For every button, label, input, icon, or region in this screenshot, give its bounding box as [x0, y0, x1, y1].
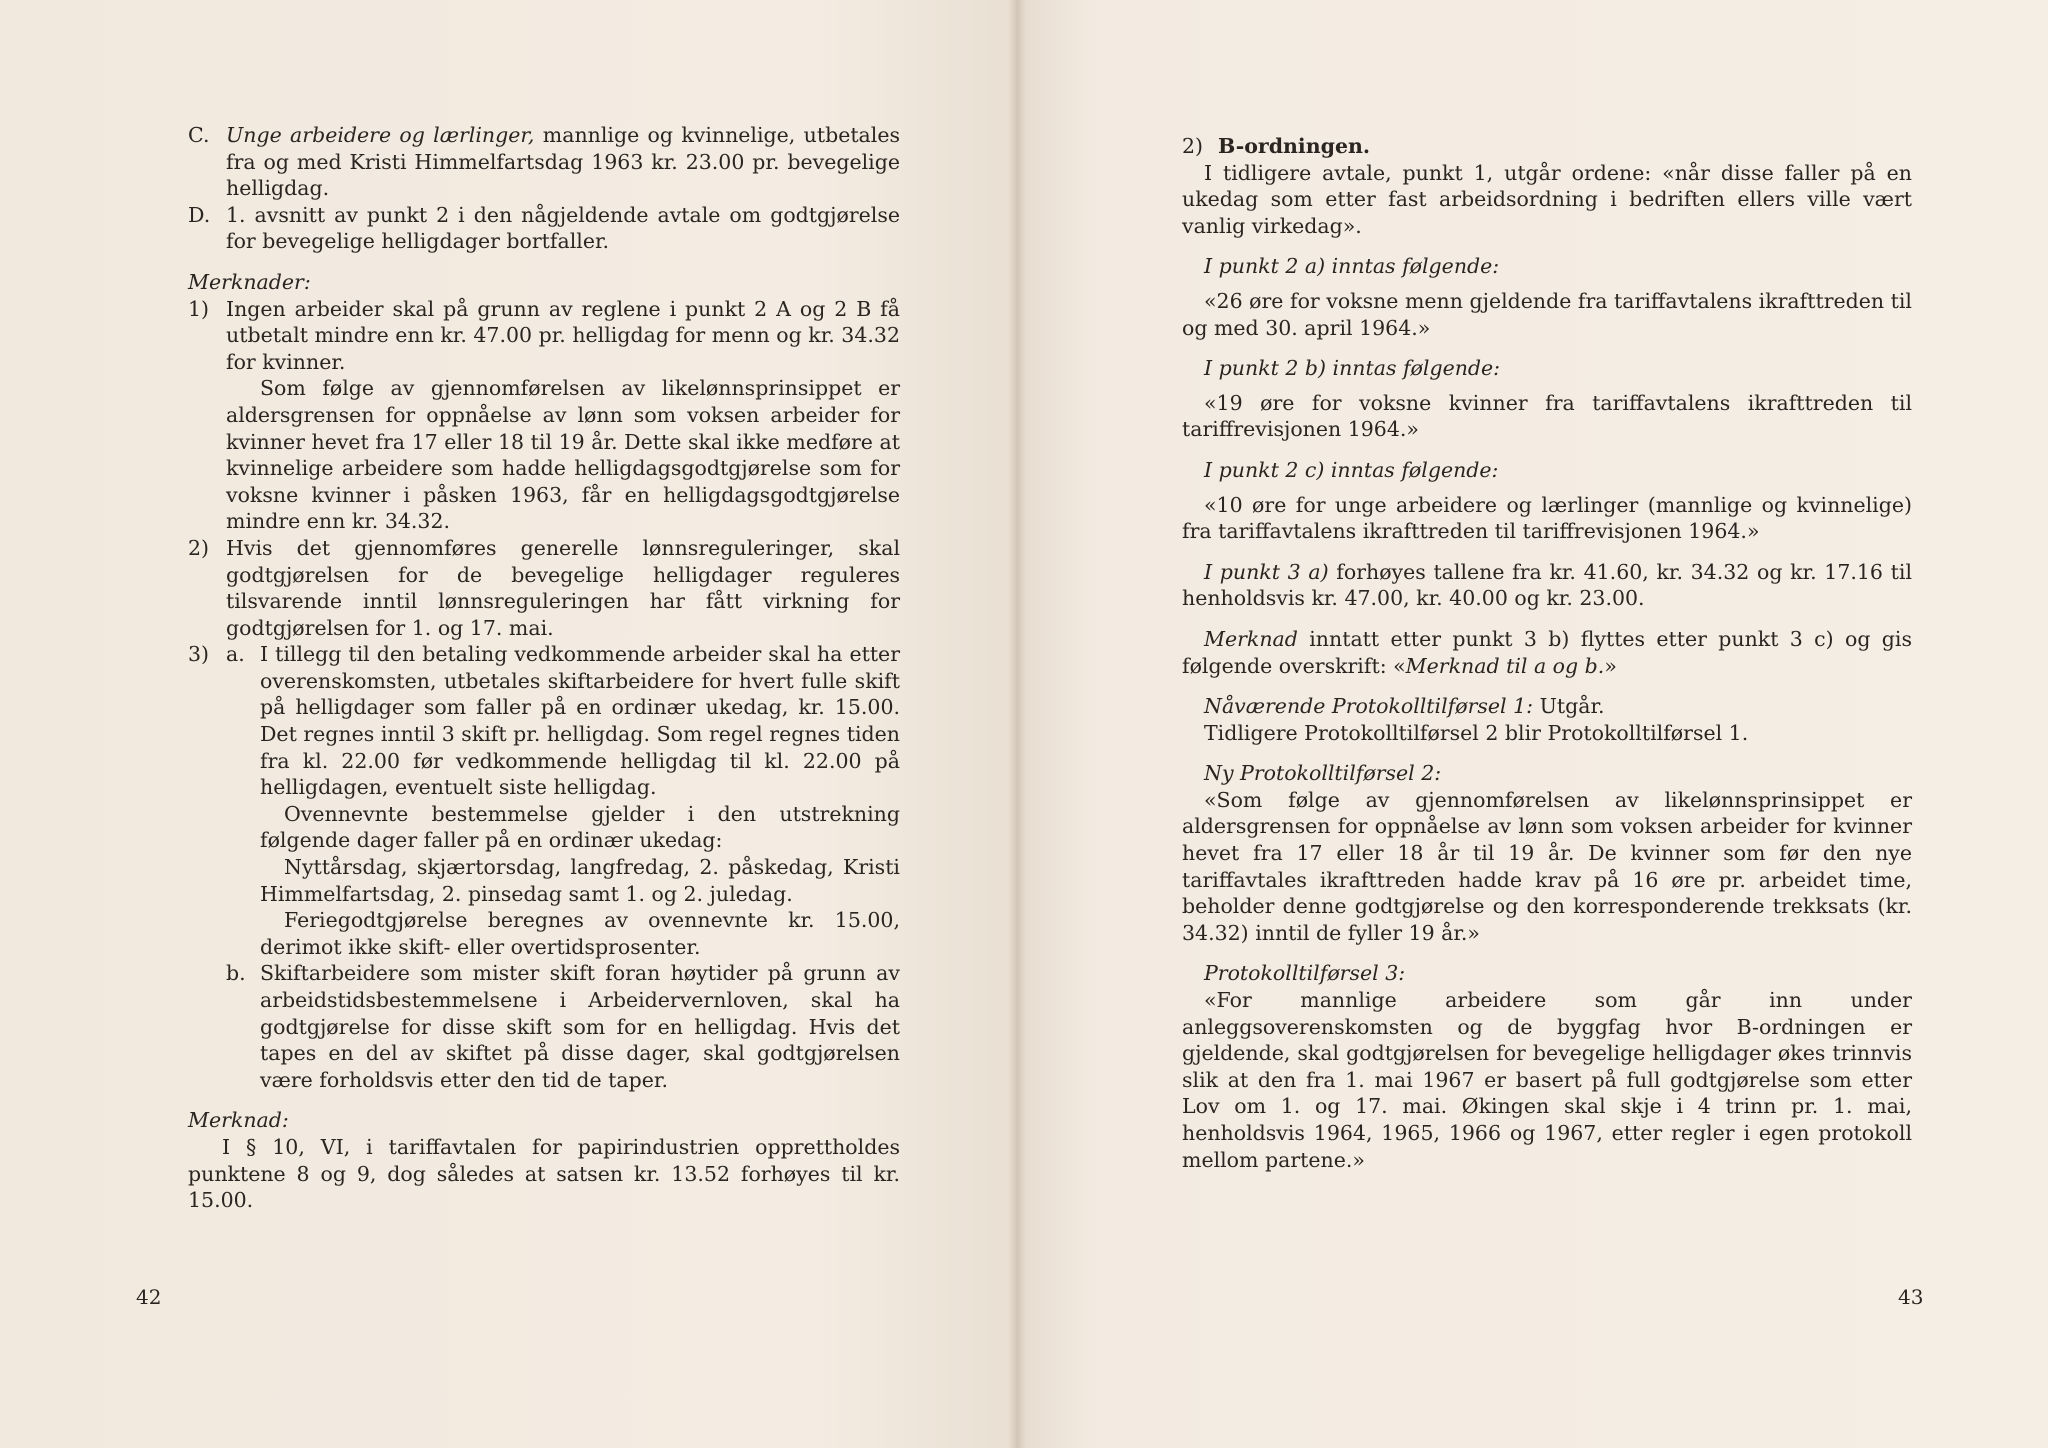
section-c-text: mannlige og kvinnelige, utbetales fra og med Kristi Himmelfartsdag 1963 kr. 23.00 pr. bevegelige helligdag. [226, 123, 900, 201]
note-3a-paragraph-4: Feriegodtgjørelse beregnes av ovennevnte kr. 15.00, derimot ikke skift- eller overtidsprosenter. [260, 908, 900, 959]
protokoll-3-text: «For mannlige arbeidere som går inn under anleggsoverenskomsten og de byggfag hvor B-ordningen er gjeldende, skal godtgjørelsen for bevegelige helligdager økes trinnvis slik at den fra 1. mai 1967 er basert på full godtgjørelse som etter Lov om 1. og 17. mai. Økingen skal skje i 4 trinn pr. 1. mai, henholdsvis 1964, 1965, 1966 og 1967, etter regler i egen protokoll mellom partene.» [1182, 988, 1912, 1172]
merknader-heading: Merknader: [188, 269, 311, 294]
section-d [188, 202, 900, 255]
note-3a-label: a. [226, 642, 245, 667]
right-page-text [1182, 133, 1912, 1173]
merknad-move [1182, 626, 1912, 679]
protokoll-3-heading: Protokolltilførsel 3: [1204, 961, 1406, 986]
merknad-move-italic: Merknad [1204, 626, 1298, 651]
note-2-text: Hvis det gjennomføres generelle lønnsreguleringer, skal godtgjørelsen for de bevegelige helligdager reguleres tilsvarende inntil lønnsreguleringen har fått virkning for godtgjørelsen for 1. og 17. mai. [226, 535, 900, 640]
page-number-right: 43 [1898, 1285, 1924, 1309]
right-page [1016, 0, 2048, 1448]
note-1-paragraph-2: Som følge av gjennomførelsen av likelønnsprinsippet er aldersgrensen for oppnåelse av lønn som voksen arbeider for kvinner hevet fra 17 eller 18 til 19 år. Dette skal ikke medføre at kvinnelige arbeidere som hadde helligdagsgodtgjørelse som for voksne kvinner i påsken 1963, får en helligdagsgodtgjørelse mindre enn kr. 34.32. [226, 376, 900, 534]
b-ordningen-label: 2) [1182, 134, 1204, 158]
b-ordningen-title: B-ordningen. [1218, 134, 1371, 158]
naavaerende-protokoll [1182, 693, 1912, 720]
left-page-text [188, 122, 900, 1214]
punkt-2c-text: «10 øre for unge arbeidere og lærlinger (mannlige og kvinnelige) fra tariffavtalens ikrafttreden til tariffrevisjonen 1964.» [1182, 492, 1912, 544]
merknad-move-text-2: » [1604, 653, 1617, 678]
punkt-3a [1182, 559, 1912, 612]
section-c-italic: Unge arbeidere og lærlinger, [226, 123, 535, 147]
merknad-move-text-1: inntatt etter punkt 3 b) flyttes etter punkt 3 c) og gis følgende overskrift: « [1182, 626, 1912, 678]
punkt-2b-heading: I punkt 2 b) inntas følgende: [1204, 356, 1501, 381]
note-1 [188, 296, 900, 376]
naavaerende-protokoll-text: Utgår. [1539, 694, 1605, 719]
punkt-2a-heading: I punkt 2 a) inntas følgende: [1204, 254, 1500, 279]
note-2 [188, 535, 900, 641]
punkt-2b-text: «19 øre for voksne kvinner fra tariffavtalens ikrafttreden til tariffrevisjonen 1964.» [1182, 390, 1912, 442]
merknad-move-italic-2: Merknad til a og b. [1405, 653, 1605, 678]
punkt-3a-text: forhøyes tallene fra kr. 41.60, kr. 34.32 og kr. 17.16 til henholdsvis kr. 47.00, kr. 40.00 og kr. 23.00. [1182, 559, 1912, 611]
section-d-label: D. [188, 202, 211, 227]
note-3a-text: I tillegg til den betaling vedkommende arbeider skal ha etter overenskomsten, utbetales skiftarbeidere for hvert fulle skift på helligdager som faller på en ordinær ukedag, kr. 15.00. Det regnes inntil 3 skift pr. helligdag. Som regel regnes tiden fra kl. 22.00 før vedkommende helligdag til kl. 22.00 på helligdagen, eventuelt siste helligdag. [260, 642, 900, 800]
merknad-heading: Merknad: [188, 1108, 289, 1133]
naavaerende-protokoll-italic: Nåværende Protokolltilførsel 1: [1204, 694, 1534, 719]
ny-protokoll-2-heading: Ny Protokolltilførsel 2: [1204, 761, 1442, 786]
merknad-text: I § 10, VI, i tariffavtalen for papirindustrien opprettholdes punktene 8 og 9, dog således at satsen kr. 13.52 forhøyes til kr. 15.00. [188, 1134, 900, 1213]
punkt-3a-italic: I punkt 3 a) [1204, 559, 1329, 584]
note-3a [188, 641, 900, 801]
note-3-label: 3) [188, 642, 210, 667]
note-2-label: 2) [188, 535, 210, 560]
note-3b [188, 960, 900, 1093]
left-page [0, 0, 1016, 1448]
note-3a-paragraph-3: Nyttårsdag, skjærtorsdag, langfredag, 2. påskedag, Kristi Himmelfartsdag, 2. pinsedag samt 1. og 2. juledag. [260, 855, 900, 906]
section-d-text: 1. avsnitt av punkt 2 i den någjeldende avtale om godtgjørelse for bevegelige helligdager bortfaller. [226, 202, 900, 254]
section-c [188, 122, 900, 202]
note-3a-paragraph-2: Ovennevnte bestemmelse gjelder i den utstrekning følgende dager faller på en ordinær ukedag: [260, 801, 900, 853]
punkt-2c-heading: I punkt 2 c) inntas følgende: [1204, 457, 1499, 482]
b-ordningen-heading [1182, 133, 1912, 160]
note-3b-label: b. [226, 961, 246, 986]
book-gutter [1008, 0, 1026, 1448]
note-1-label: 1) [188, 296, 210, 321]
tidligere-protokoll: Tidligere Protokolltilførsel 2 blir Protokolltilførsel 1. [1204, 720, 1749, 745]
page-number-left: 42 [136, 1285, 162, 1309]
section-c-label: C. [188, 123, 210, 147]
b-ordningen-paragraph: I tidligere avtale, punkt 1, utgår ordene: «når disse faller på en ukedag som etter fast arbeidsordning i bedriften ellers ville vært vanlig virkedag». [1182, 160, 1912, 238]
ny-protokoll-2-text: «Som følge av gjennomførelsen av likelønnsprinsippet er aldersgrensen for oppnåelse av lønn som voksen arbeider for kvinner hevet fra 17 eller 18 år til 19 år. De kvinner som før den nye tariffavtales ikrafttreden hadde krav på 16 øre pr. arbeidet time, beholder denne godtgjørelse og den korresponderende trekksats (kr. 34.32) inntil de fyller 19 år.» [1182, 787, 1912, 945]
punkt-2a-text: «26 øre for voksne menn gjeldende fra tariffavtalens ikrafttreden til og med 30. april 1964.» [1182, 288, 1912, 340]
note-3b-text: Skiftarbeidere som mister skift foran høytider på grunn av arbeidstidsbestemmelsene i Arbeidervernloven, skal ha godtgjørelse for disse skift som for en helligdag. Hvis det tapes en del av skiftet på disse dager, skal godtgjørelsen være forholdsvis etter den tid de taper. [260, 961, 900, 1092]
note-1-text: Ingen arbeider skal på grunn av reglene i punkt 2 A og 2 B få utbetalt mindre enn kr. 47.00 pr. helligdag for menn og kr. 34.32 for kvinner. [226, 296, 900, 374]
